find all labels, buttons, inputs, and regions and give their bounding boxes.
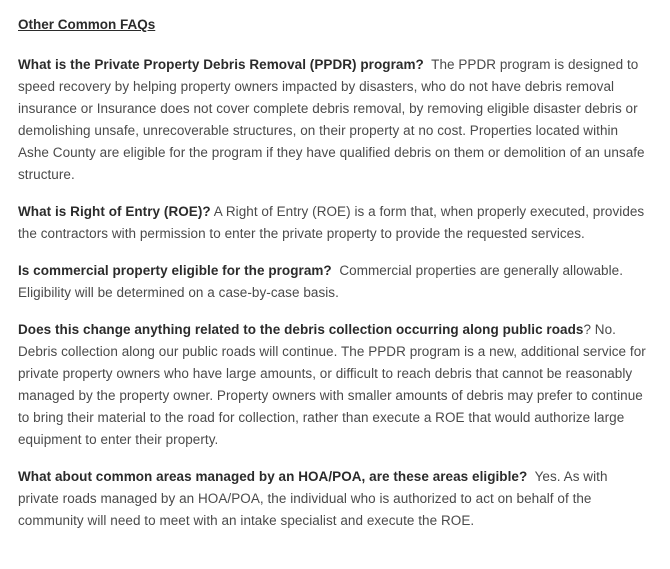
faq-item-hoa-poa (18, 466, 648, 532)
section-title: Other Common FAQs (18, 17, 156, 32)
faq-answer: ? No. Debris collection along our public roads will continue. The PPDR program is a new, additional service for private property owners who have large amounts, or difficult to reach debris that cannot be reasonably managed by the property owner. Property owners with smaller amounts of debris may prefer to continue to bring their material to the road for collection, rather than execute a ROE that would authorize large equipment to enter their property. (18, 322, 646, 447)
faq-item-public-roads (18, 319, 648, 451)
faq-answer: Commercial properties are generally allowable. Eligibility will be determined on a case-by-case basis. (18, 263, 624, 300)
faq-answer: The PPDR program is designed to speed recovery by helping property owners impacted by disasters, who do not have debris removal insurance or Insurance does not cover complete debris removal, by removing eligible disaster debris or demolishing unsafe, unrecoverable structures, on their property at no cost. Properties located within Ashe County are eligible for the program if they have qualified debris on them or demolition of an unsafe structure. (18, 57, 645, 182)
faq-item-commercial (18, 260, 648, 304)
faq-question: What is the Private Property Debris Removal (PPDR) program? (18, 57, 424, 72)
faq-question: What about common areas managed by an HOA/POA, are these areas eligible? (18, 469, 528, 484)
faq-item-roe (18, 201, 648, 245)
faq-item-ppdr (18, 54, 648, 186)
faq-question: Does this change anything related to the debris collection occurring along public roads (18, 322, 584, 337)
faq-answer: A Right of Entry (ROE) is a form that, when properly executed, provides the contractors with permission to enter the private property to provide the requested services. (18, 204, 645, 241)
faq-question: Is commercial property eligible for the program? (18, 263, 332, 278)
faq-page (18, 14, 648, 547)
faq-question: What is Right of Entry (ROE)? (18, 204, 211, 219)
faq-answer: Yes. As with private roads managed by an HOA/POA, the individual who is authorized to act on behalf of the community will need to meet with an intake specialist and execute the ROE. (18, 469, 608, 528)
